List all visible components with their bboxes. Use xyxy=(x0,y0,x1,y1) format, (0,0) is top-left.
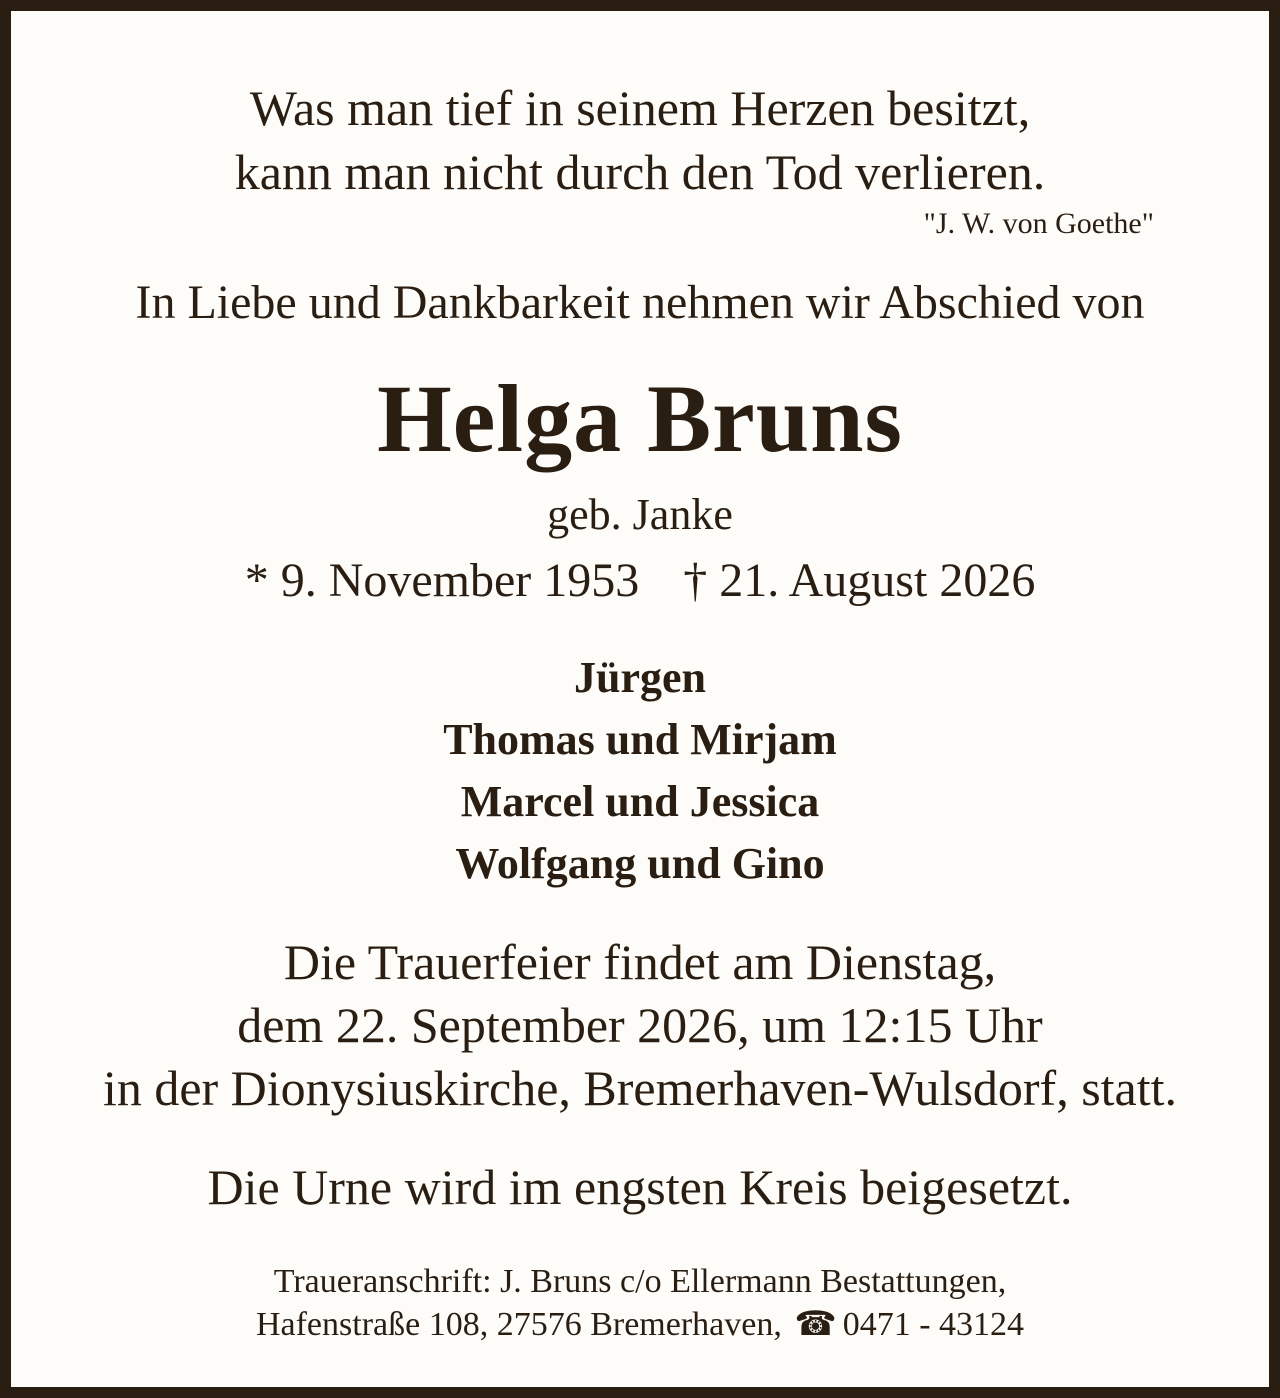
address-line-2 xyxy=(22,1308,1258,1342)
family-member: Jürgen xyxy=(574,653,706,702)
quote-line-1: Was man tief in seinem Herzen besitzt, xyxy=(249,80,1031,136)
deceased-name: Helga Bruns xyxy=(377,365,903,472)
service-line-3: in der Dionysiuskirche, Bremerhaven-Wulsdorf, statt. xyxy=(102,1060,1178,1116)
life-dates xyxy=(22,554,1258,607)
maiden-name: geb. Janke xyxy=(547,490,733,539)
family-member: Wolfgang und Gino xyxy=(455,839,825,888)
service-line-2: dem 22. September 2026, um 12:15 Uhr xyxy=(237,997,1043,1053)
phone-number: 0471 - 43124 xyxy=(842,1306,1025,1343)
quote-line-2: kann man nicht durch den Tod verlieren. xyxy=(234,144,1046,200)
family-member: Thomas und Mirjam xyxy=(443,715,837,764)
urn-note: Die Urne wird im engsten Kreis beigesetzt. xyxy=(207,1159,1073,1215)
address-street: Hafenstraße 108, 27576 Bremerhaven, xyxy=(255,1306,782,1343)
telephone-icon: ☎ xyxy=(794,1306,837,1343)
birth-date: * 9. November 1953 xyxy=(244,554,640,607)
service-line-1: Die Trauerfeier findet am Dienstag, xyxy=(283,934,997,990)
family-member: Marcel und Jessica xyxy=(460,777,820,826)
death-date: † 21. August 2026 xyxy=(683,554,1036,607)
quote-author: "J. W. von Goethe" xyxy=(923,207,1154,240)
intro-text: In Liebe und Dankbarkeit nehmen wir Abschied von xyxy=(135,276,1145,329)
address-line-1: Traueranschrift: J. Bruns c/o Ellermann Bestattungen, xyxy=(273,1263,1007,1300)
